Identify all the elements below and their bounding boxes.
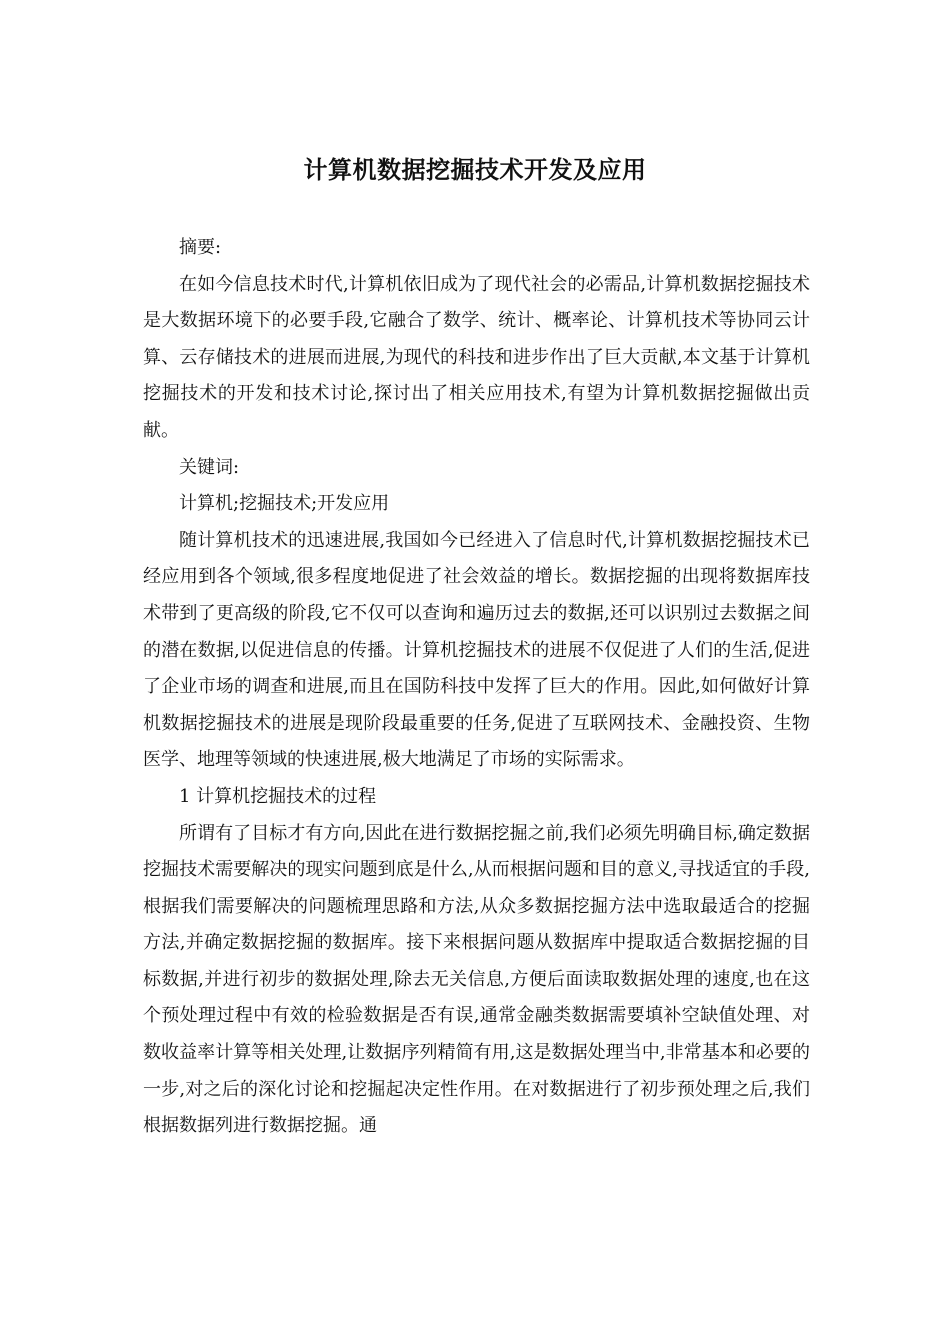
intro-paragraph: 随计算机技术的迅速进展,我国如今已经进入了信息时代,计算机数据挖掘技术已经应用到各个领域,很多程度地促进了社会效益的增长。数据挖掘的出现将数据库技术带到了更高级的阶段,它不仅可以查询和遍历过去的数据,还可以识别过去数据之间的潜在数据,以促进信息的传播。计算机挖掘技术的进展不仅促进了人们的生活,促进了企业市场的调查和进展,而且在国防科技中发挥了巨大的作用。因此,如何做好计算机数据挖掘技术的进展是现阶段最重要的任务,促进了互联网技术、金融投资、生物医学、地理等领域的快速进展,极大地满足了市场的实际需求。 [143, 529, 810, 771]
keywords-label: 关键词: [179, 456, 240, 478]
document-title: 计算机数据挖掘技术开发及应用 [303, 155, 647, 184]
section-1-heading: 1 计算机挖掘技术的过程 [179, 785, 377, 807]
document-body [143, 230, 810, 1145]
abstract-label: 摘要: [179, 237, 222, 258]
abstract-paragraph: 在如今信息技术时代,计算机依旧成为了现代社会的必需品,计算机数据挖掘技术是大数据环境下的必要手段,它融合了数学、统计、概率论、计算机技术等协同云计算、云存储技术的进展而进展,为现代的科技和进步作出了巨大贡献,本文基于计算机挖掘技术的开发和技术讨论,探讨出了相关应用技术,有望为计算机数据挖掘做出贡献。 [143, 273, 810, 441]
keywords-paragraph: 计算机;挖掘技术;开发应用 [179, 493, 390, 515]
section-1-paragraph: 所谓有了目标才有方向,因此在进行数据挖掘之前,我们必须先明确目标,确定数据挖掘技术需要解决的现实问题到底是什么,从而根据问题和目的意义,寻找适宜的手段,根据我们需要解决的问题梳理思路和方法,从众多数据挖掘方法中选取最适合的挖掘方法,并确定数据挖掘的数据库。接下来根据问题从数据库中提取适合数据挖掘的目标数据,并进行初步的数据处理,除去无关信息,方便后面读取数据处理的速度,也在这个预处理过程中有效的检验数据是否有误,通常金融类数据需要填补空缺值处理、对数收益率计算等相关处理,让数据序列精简有用,这是数据处理当中,非常基本和必要的一步,对之后的深化讨论和挖掘起决定性作用。在对数据进行了初步预处理之后,我们根据数据列进行数据挖掘。通 [143, 822, 810, 1137]
